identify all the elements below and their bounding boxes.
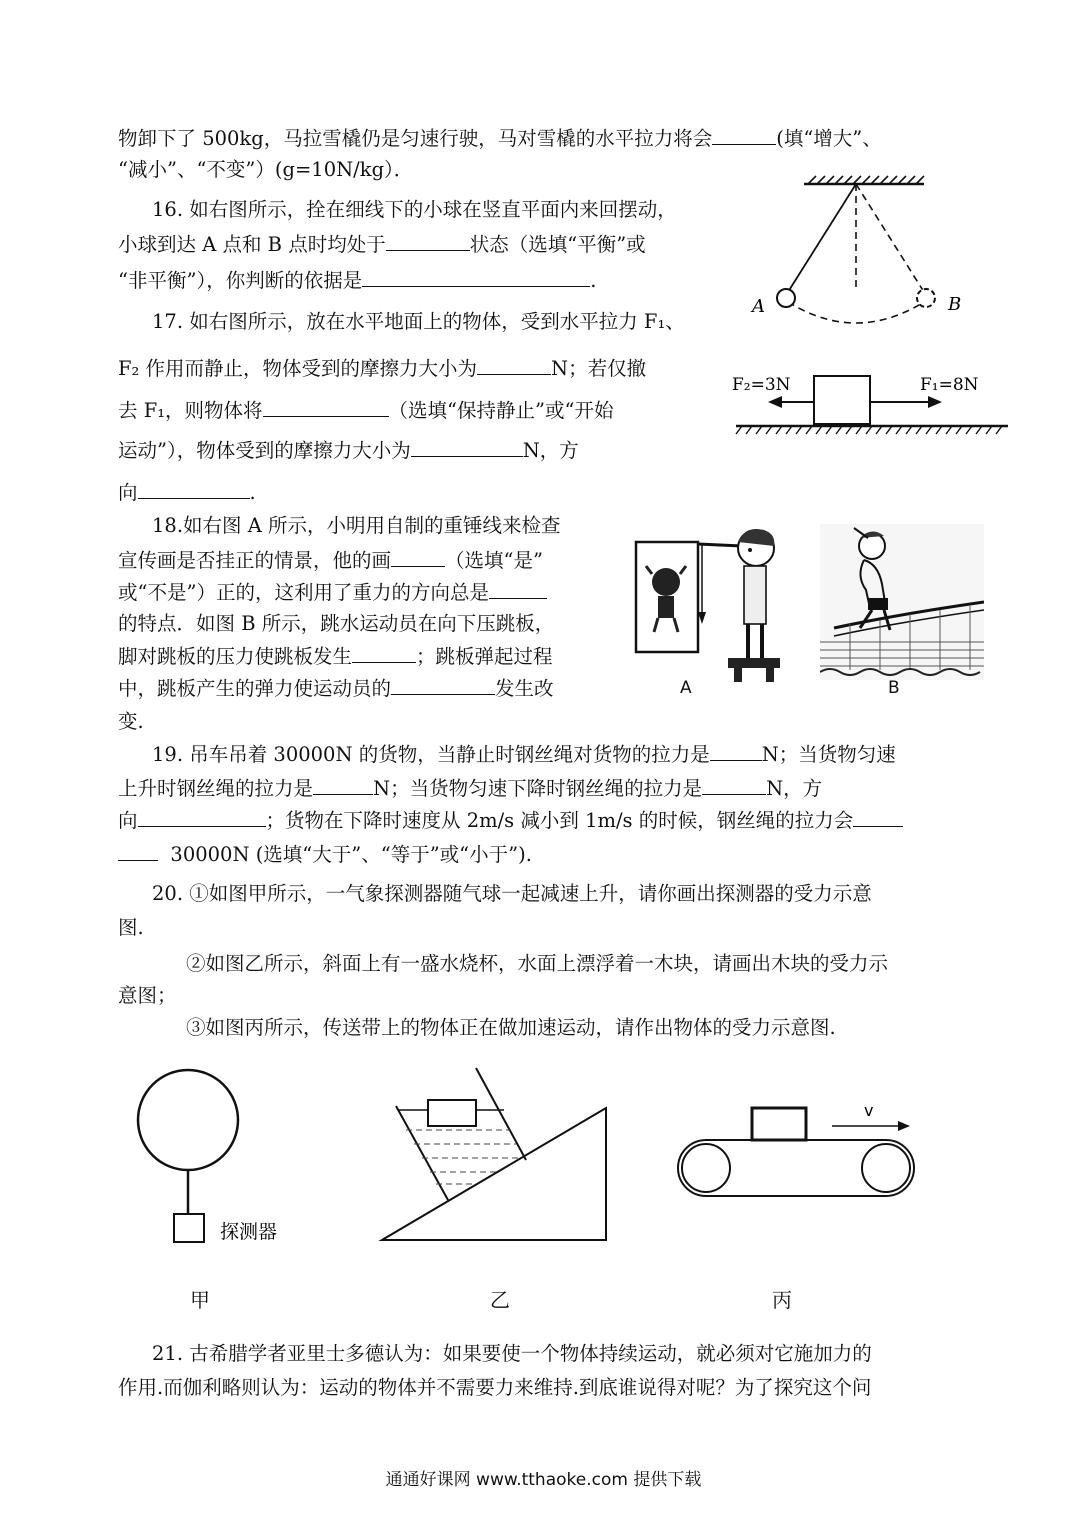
answer-blank[interactable] — [313, 774, 373, 795]
question-17-line — [118, 354, 646, 382]
answer-blank[interactable] — [712, 124, 776, 145]
text: . — [249, 481, 256, 504]
question-18-line — [118, 674, 554, 702]
text: 去 F₁，则物体将 — [118, 399, 263, 422]
text: 30000N (选填“大于”、“等于”或“小于”). — [170, 843, 532, 866]
text: 作用.而伽利略则认为：运动的物体并不需要力来维持.到底谁说得对呢？为了探究这个问 — [118, 1376, 872, 1399]
text: (填“增大”、 — [776, 127, 882, 150]
text: 的特点．如图 B 所示，跳水运动员在向下压跳板， — [118, 612, 555, 635]
text: N；若仅撤 — [551, 357, 647, 380]
question-16-line — [118, 266, 596, 294]
text: 中，跳板产生的弹力使运动员的 — [118, 677, 392, 700]
text: 图. — [118, 916, 144, 939]
text: 向 — [118, 809, 138, 832]
text-line — [118, 124, 882, 152]
text: N；当货物匀速 — [761, 743, 896, 766]
photo-b-label: B — [888, 678, 900, 698]
answer-blank[interactable] — [352, 642, 416, 663]
question-16-line — [118, 230, 646, 258]
text: （选填“是” — [445, 549, 543, 572]
figure-jia-balloon — [126, 1068, 326, 1248]
text: N，方 — [522, 439, 579, 462]
text: 向 — [118, 481, 138, 504]
text: 17. 如右图所示，放在水平地面上的物体，受到水平拉力 F₁、 — [152, 310, 685, 333]
answer-blank[interactable] — [386, 230, 470, 251]
text: （选填“保持静止”或“开始 — [388, 399, 614, 422]
question-18-line — [118, 578, 547, 606]
text: ③如图丙所示，传送带上的物体正在做加速运动，请作出物体的受力示意图. — [186, 1016, 836, 1039]
figure-yi-caption: 乙 — [490, 1288, 510, 1312]
text: ；货物在下降时速度从 2m/s 减小到 1m/s 的时候，钢丝绳的拉力会 — [265, 809, 854, 832]
answer-blank[interactable] — [362, 266, 590, 287]
point-b-label: B — [948, 294, 962, 315]
question-16-line — [152, 196, 677, 224]
question-19-line — [118, 840, 532, 868]
answer-blank[interactable] — [853, 806, 903, 827]
text: 小球到达 A 点和 B 点时均处于 — [118, 233, 386, 256]
question-19-line — [118, 806, 903, 834]
answer-blank[interactable] — [702, 774, 766, 795]
answer-blank[interactable] — [489, 578, 547, 599]
text: “减小”、“不变”）(g=10N/kg）． — [118, 158, 414, 181]
text: 16. 如右图所示，拴在细线下的小球在竖直平面内来回摆动， — [152, 198, 677, 221]
pendulum-figure — [740, 172, 980, 332]
question-18-line — [152, 512, 561, 540]
text: 或“不是”）正的，这利用了重力的方向总是 — [118, 581, 489, 604]
question-17-line — [152, 308, 685, 336]
text: 意图； — [118, 984, 177, 1007]
answer-blank[interactable] — [138, 806, 266, 827]
question-18-line — [118, 610, 554, 638]
answer-blank[interactable] — [391, 546, 445, 567]
text: 物卸下了 500kg，马拉雪橇仍是匀速行驶，马对雪橇的水平拉力将会 — [118, 127, 713, 150]
text: N，方 — [766, 777, 823, 800]
question-19-line — [152, 740, 896, 768]
answer-blank[interactable] — [263, 396, 389, 417]
question-17-line — [118, 436, 579, 464]
question-19-line — [118, 774, 822, 802]
question-18-line — [118, 708, 144, 736]
question-18-line — [118, 642, 553, 670]
photo-a-label: A — [680, 678, 692, 698]
figure-bing-conveyor — [676, 1096, 916, 1206]
text: F₂ 作用而静止，物体受到的摩擦力大小为 — [118, 357, 478, 380]
detector-label: 探测器 — [220, 1221, 278, 1243]
text: 脚对跳板的压力使跳板发生 — [118, 645, 353, 668]
velocity-label: v — [864, 1101, 874, 1120]
text: ②如图乙所示，斜面上有一盛水烧杯，水面上漂浮着一木块，请画出木块的受力示 — [186, 952, 889, 975]
answer-blank[interactable] — [391, 674, 495, 695]
question-20-line — [118, 982, 177, 1010]
text: 21. 古希腊学者亚里士多德认为：如果要使一个物体持续运动，就必须对它施加力的 — [152, 1342, 872, 1365]
question-20-line — [118, 914, 144, 942]
text: . — [590, 269, 597, 292]
text: 宣传画是否挂正的情景，他的画 — [118, 549, 392, 572]
text: 19. 吊车吊着 30000N 的货物，当静止时钢丝绳对货物的拉力是 — [152, 743, 710, 766]
answer-blank[interactable] — [118, 840, 158, 861]
text: 18.如右图 A 所示，小明用自制的重锤线来检查 — [152, 514, 561, 537]
text: “非平衡”），你判断的依据是 — [118, 269, 363, 292]
f2-label: F₂=3N — [732, 375, 791, 395]
question-20-line — [152, 880, 872, 908]
text: 运动”），物体受到的摩擦力大小为 — [118, 439, 411, 462]
text: 变. — [118, 710, 144, 733]
page-footer: 通通好课网 www.tthaoke.com 提供下载 — [385, 1470, 702, 1490]
text: ；跳板弹起过程 — [416, 645, 553, 668]
photo-a-plumb-line — [624, 520, 794, 690]
force-figure — [732, 368, 1014, 440]
text: 发生改 — [495, 677, 554, 700]
question-21-line — [118, 1374, 871, 1402]
answer-blank[interactable] — [138, 478, 250, 499]
figure-jia-caption: 甲 — [190, 1288, 210, 1312]
figure-yi-incline — [376, 1064, 616, 1250]
question-17-line — [118, 478, 256, 506]
question-20-line — [186, 1014, 836, 1042]
answer-blank[interactable] — [411, 436, 523, 457]
text: 20. ①如图甲所示，一气象探测器随气球一起减速上升，请你画出探测器的受力示意 — [152, 882, 872, 905]
question-20-line — [186, 950, 888, 978]
question-21-line — [152, 1340, 872, 1368]
photo-b-diving-board — [820, 524, 984, 680]
f1-label: F₁=8N — [920, 375, 979, 395]
text: 状态（选填“平衡”或 — [469, 233, 646, 256]
figure-bing-caption: 丙 — [772, 1288, 792, 1312]
question-18-line — [118, 546, 543, 574]
point-a-label: A — [752, 296, 765, 317]
answer-blank[interactable] — [710, 740, 762, 761]
answer-blank[interactable] — [477, 354, 551, 375]
question-17-line — [118, 396, 613, 424]
text-line — [118, 156, 413, 184]
text: 上升时钢丝绳的拉力是 — [118, 777, 314, 800]
text: N；当货物匀速下降时钢丝绳的拉力是 — [373, 777, 703, 800]
